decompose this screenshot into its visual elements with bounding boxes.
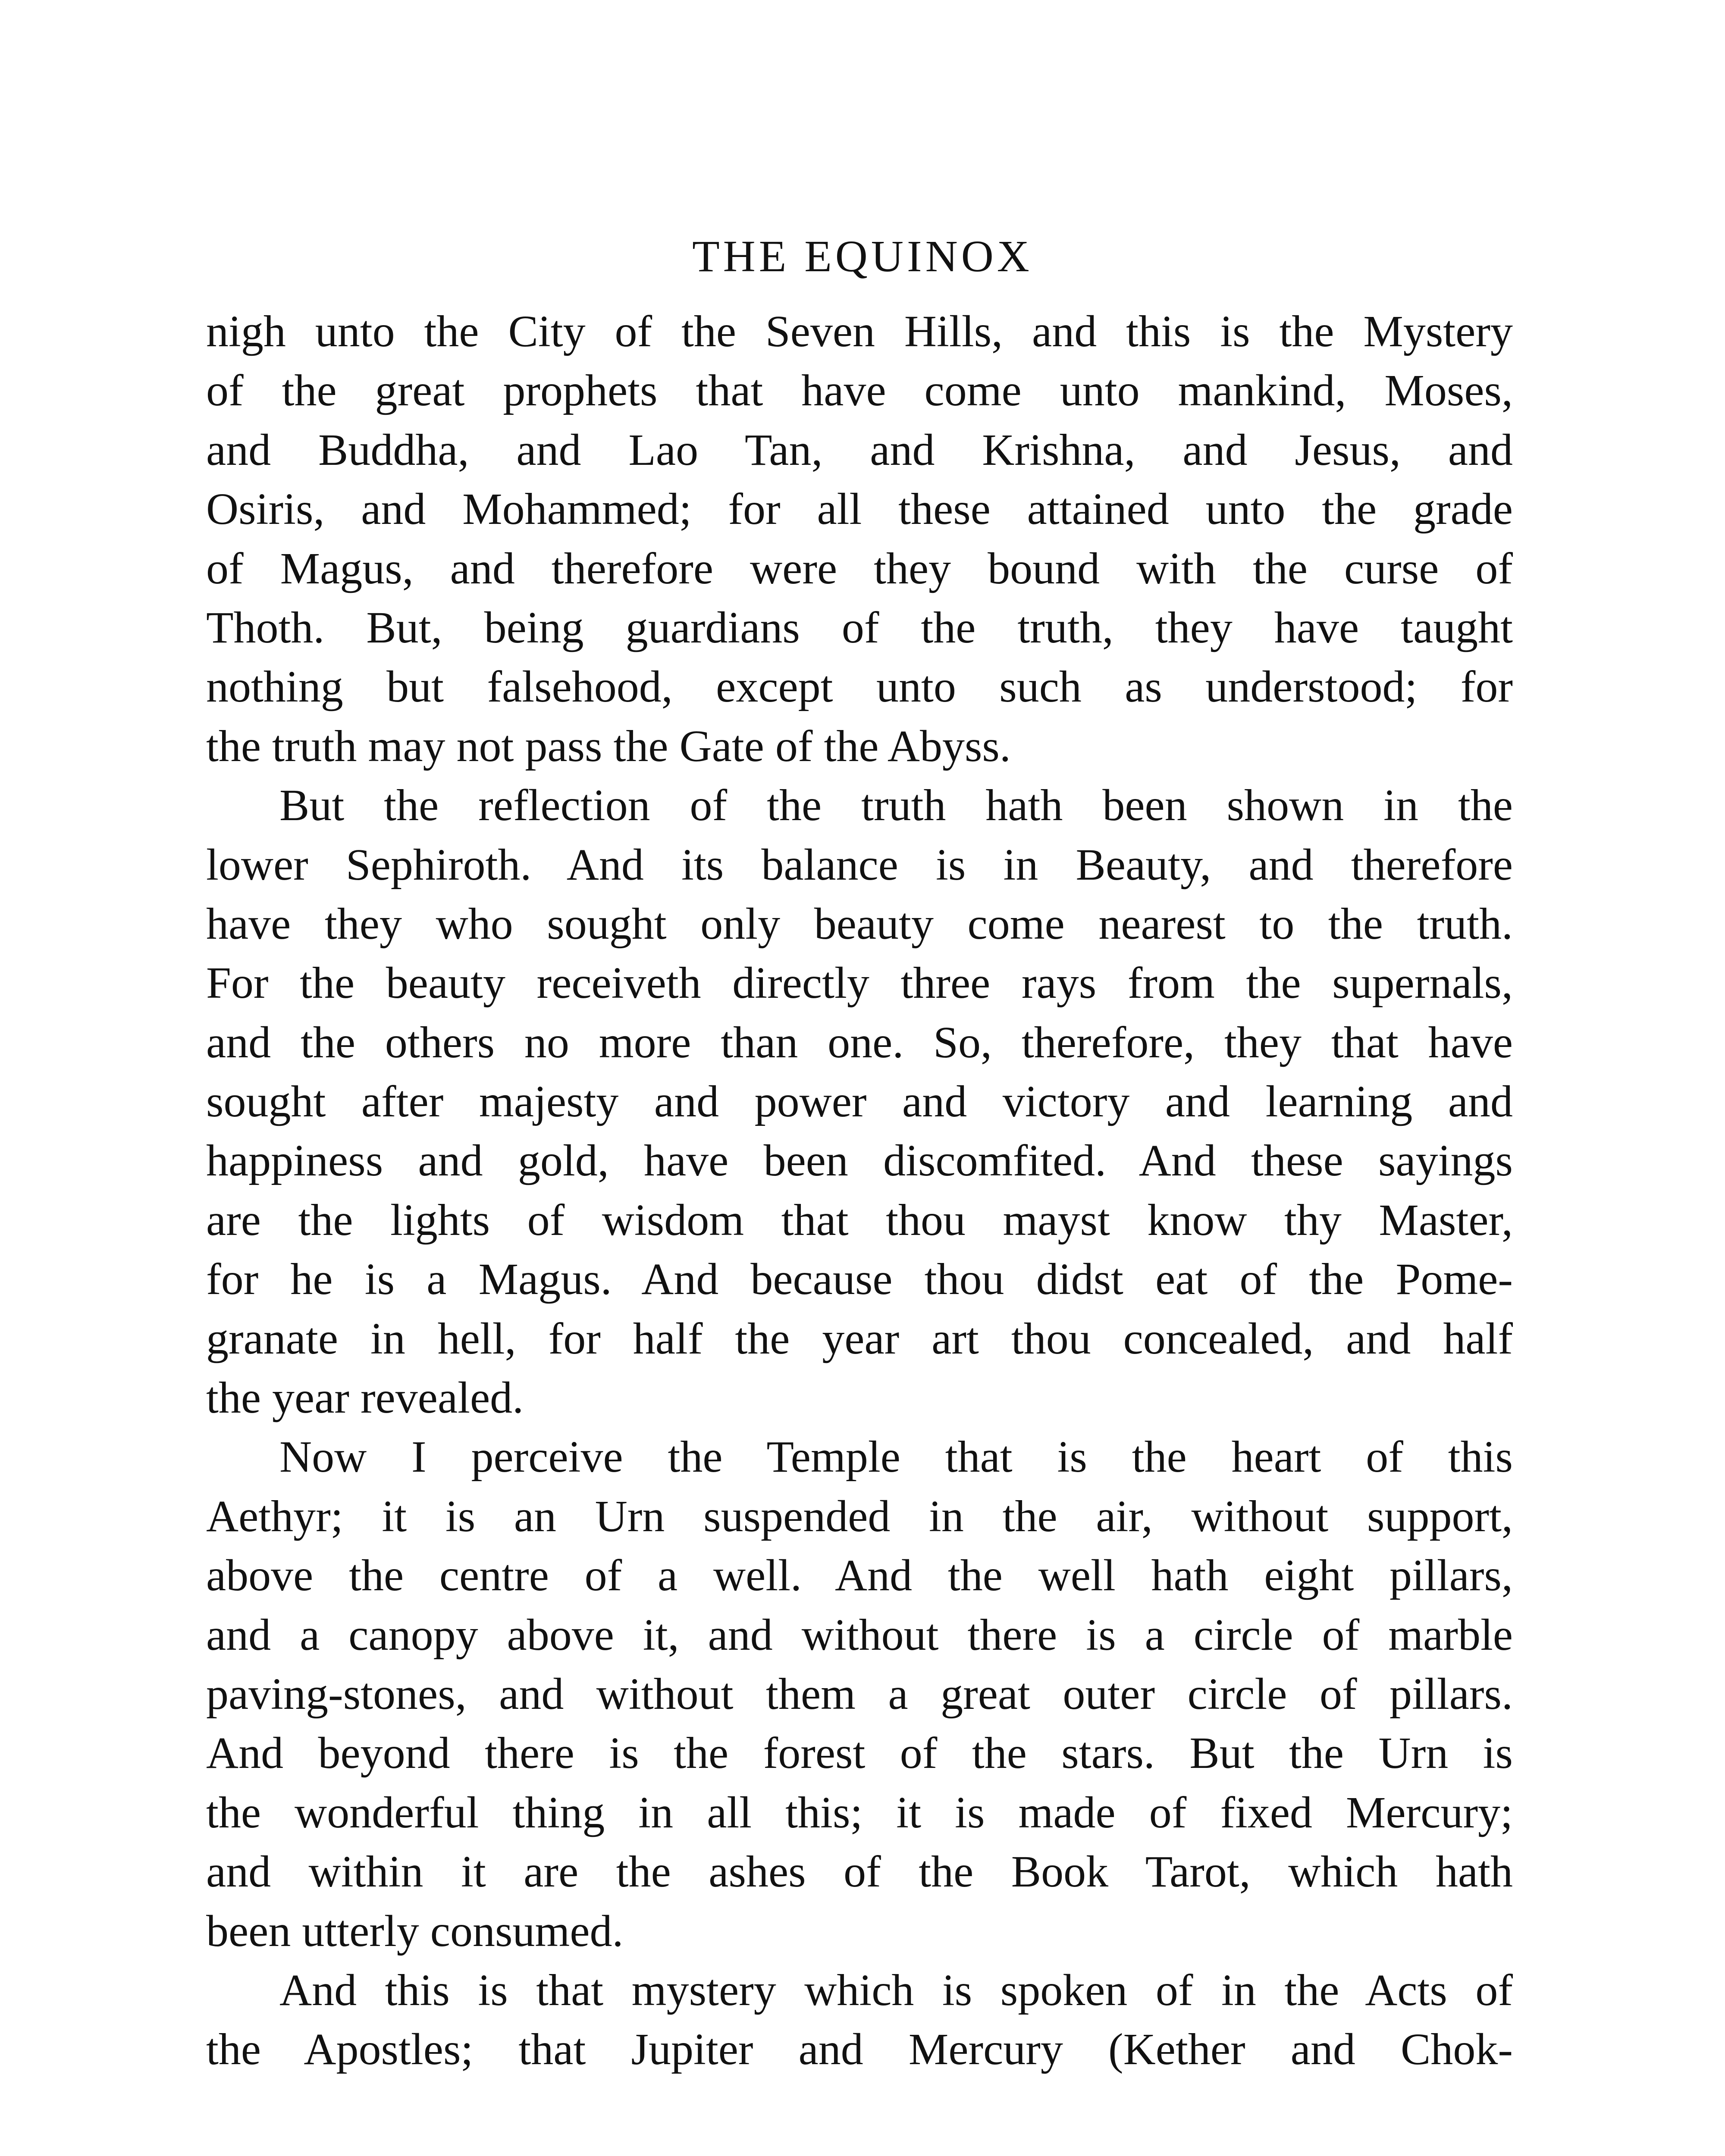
text-line: the Apostles; that Jupiter and Mercury (Kether and Chok- <box>206 2024 1513 2075</box>
text-line: nigh unto the City of the Seven Hills, and this is the Mystery <box>206 307 1513 356</box>
text-line: happiness and gold, have been discomfited. And these sayings <box>206 1136 1513 1186</box>
text-line: of Magus, and therefore were they bound with the curse of <box>206 543 1513 593</box>
text-line: Now I perceive the Temple that is the heart of this <box>279 1432 1513 1482</box>
text-line: nothing but falsehood, except unto such as understood; for <box>206 662 1513 712</box>
text-line: above the centre of a well. And the well hath eight pillars, <box>206 1551 1513 1601</box>
running-head: THE EQUINOX <box>692 232 1033 281</box>
text-line: paving-stones, and without them a great outer circle of pillars. <box>206 1669 1513 1719</box>
text-line: For the beauty receiveth directly three rays from the supernals, <box>206 958 1513 1008</box>
text-line: the truth may not pass the Gate of the Abyss. <box>206 721 1011 771</box>
text-line: And beyond there is the forest of the stars. But the Urn is <box>206 1728 1513 1778</box>
text-line: of the great prophets that have come unto mankind, Moses, <box>206 366 1513 416</box>
text-line: and a canopy above it, and without there is a circle of marble <box>206 1610 1513 1660</box>
text-line: lower Sephiroth. And its balance is in Beauty, and therefore <box>206 840 1513 890</box>
text-line: the wonderful thing in all this; it is made of fixed Mercury; <box>206 1787 1513 1837</box>
text-line: and within it are the ashes of the Book Tarot, which hath <box>206 1847 1513 1897</box>
body-text <box>206 302 1513 2079</box>
text-line: Thoth. But, being guardians of the truth, they have taught <box>206 602 1513 652</box>
text-line: And this is that mystery which is spoken of in the Acts of <box>279 1965 1513 2015</box>
text-line: sought after majesty and power and victory and learning and <box>206 1077 1513 1127</box>
text-line: are the lights of wisdom that thou mayst know thy Master, <box>206 1195 1513 1245</box>
text-line: for he is a Magus. And because thou didst eat of the Pome- <box>206 1254 1513 1304</box>
text-line: Osiris, and Mohammed; for all these attained unto the grade <box>206 484 1513 534</box>
text-line: But the reflection of the truth hath been shown in the <box>279 780 1513 830</box>
text-line: been utterly consumed. <box>206 1906 624 1956</box>
text-line: and the others no more than one. So, therefore, they that have <box>206 1017 1513 1067</box>
text-line: Aethyr; it is an Urn suspended in the air, without support, <box>206 1491 1513 1541</box>
text-line: the year revealed. <box>206 1373 524 1423</box>
text-line: have they who sought only beauty come nearest to the truth. <box>206 899 1513 949</box>
text-line: and Buddha, and Lao Tan, and Krishna, and Jesus, and <box>206 425 1513 475</box>
text-line: granate in hell, for half the year art thou concealed, and half <box>206 1313 1513 1363</box>
